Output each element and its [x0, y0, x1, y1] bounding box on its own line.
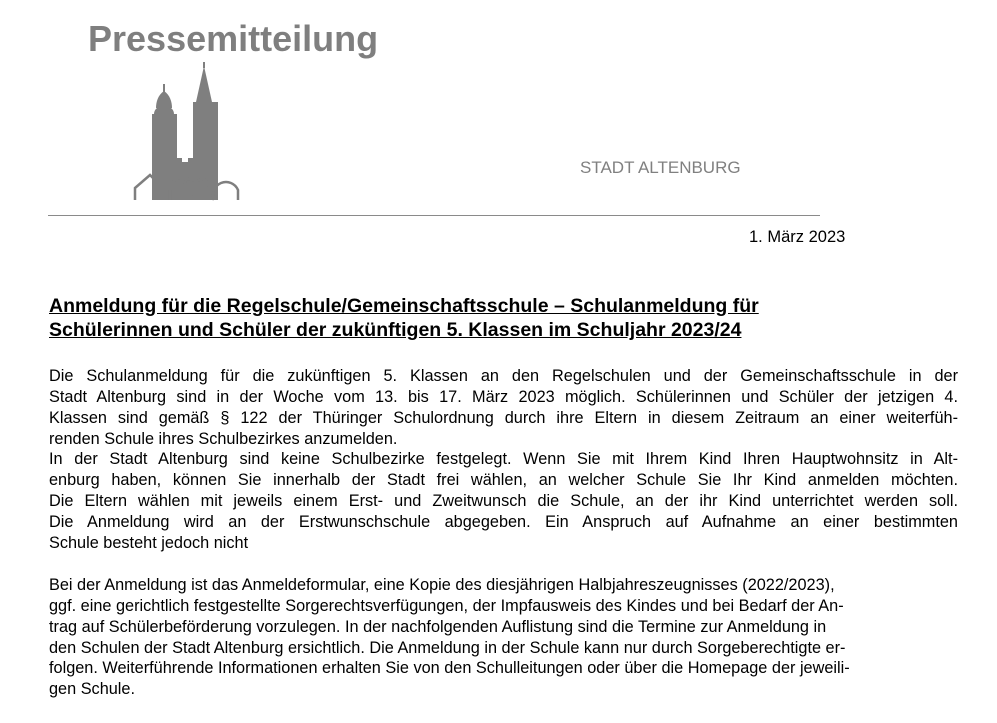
paragraph-line: folgen. Weiterführende Informationen erhalten Sie von den Schulleitungen oder über die Homepage der jeweili-: [49, 659, 850, 678]
paragraph-line: Stadt Altenburg sind in der Woche vom 13. bis 17. März 2023 möglich. Schülerinnen und Schüler der jetzigen 4.: [49, 387, 958, 406]
paragraph-line: renden Schule ihres Schulbezirkes anzumelden.: [49, 429, 398, 448]
page-title: Pressemitteilung: [88, 18, 379, 59]
cathedral-logo-icon: [130, 62, 244, 202]
paragraph-line: ggf. eine gerichtlich festgestellte Sorgerechtsverfügungen, der Impfausweis des Kindes und bei Bedarf der An-: [49, 596, 844, 615]
paragraph-line: Schule besteht jedoch nicht: [49, 533, 249, 552]
paragraph-line: Die Eltern wählen mit jeweils einem Erst- und Zweitwunsch die Schule, an der ihr Kind unterrichtet werden soll.: [49, 492, 958, 511]
headline-line: Anmeldung für die Regelschule/Gemeinschaftsschule – Schulanmeldung für: [49, 295, 759, 317]
paragraph-line: Die Schulanmeldung für die zukünftigen 5. Klassen an den Regelschulen und der Gemeinschaftsschule in der: [49, 367, 958, 385]
paragraph-line: In der Stadt Altenburg sind keine Schulbezirke festgelegt. Wenn Sie mit Ihrem Kind Ihren Hauptwohnsitz in Alt-: [49, 450, 958, 469]
header-divider: [48, 215, 820, 216]
city-name: STADT ALTENBURG: [580, 158, 741, 177]
paragraph-line: Klassen sind gemäß § 122 der Thüringer Schulordnung durch ihre Eltern in diesem Zeitraum an einer weiterfüh-: [49, 408, 958, 427]
paragraph-line: trag auf Schülerbeförderung vorzulegen. In der nachfolgenden Auflistung sind die Termine zur Anmeldung in: [49, 617, 827, 636]
paragraph-line: gen Schule.: [49, 680, 135, 699]
paragraph-line: Bei der Anmeldung ist das Anmeldeformular, eine Kopie des diesjährigen Halbjahreszeugnisses (2022/2023),: [49, 576, 835, 594]
body-paragraph: [49, 366, 958, 554]
paragraph-line: den Schulen der Stadt Altenburg ersichtlich. Die Anmeldung in der Schule kann nur durch Sorgeberechtigte er-: [49, 638, 846, 657]
body-paragraph: [49, 575, 958, 700]
publication-date: 1. März 2023: [749, 228, 846, 246]
headline: [49, 294, 909, 342]
headline-line: Schülerinnen und Schüler der zukünftigen 5. Klassen im Schuljahr 2023/24: [49, 319, 742, 341]
paragraph-line: Die Anmeldung wird an der Erstwunschschule abgegeben. Ein Anspruch auf Aufnahme an einer bestimmten: [49, 512, 958, 531]
paragraph-line: enburg haben, können Sie innerhalb der Stadt frei wählen, an welcher Schule Sie Ihr Kind anmelden möchten.: [49, 471, 958, 490]
